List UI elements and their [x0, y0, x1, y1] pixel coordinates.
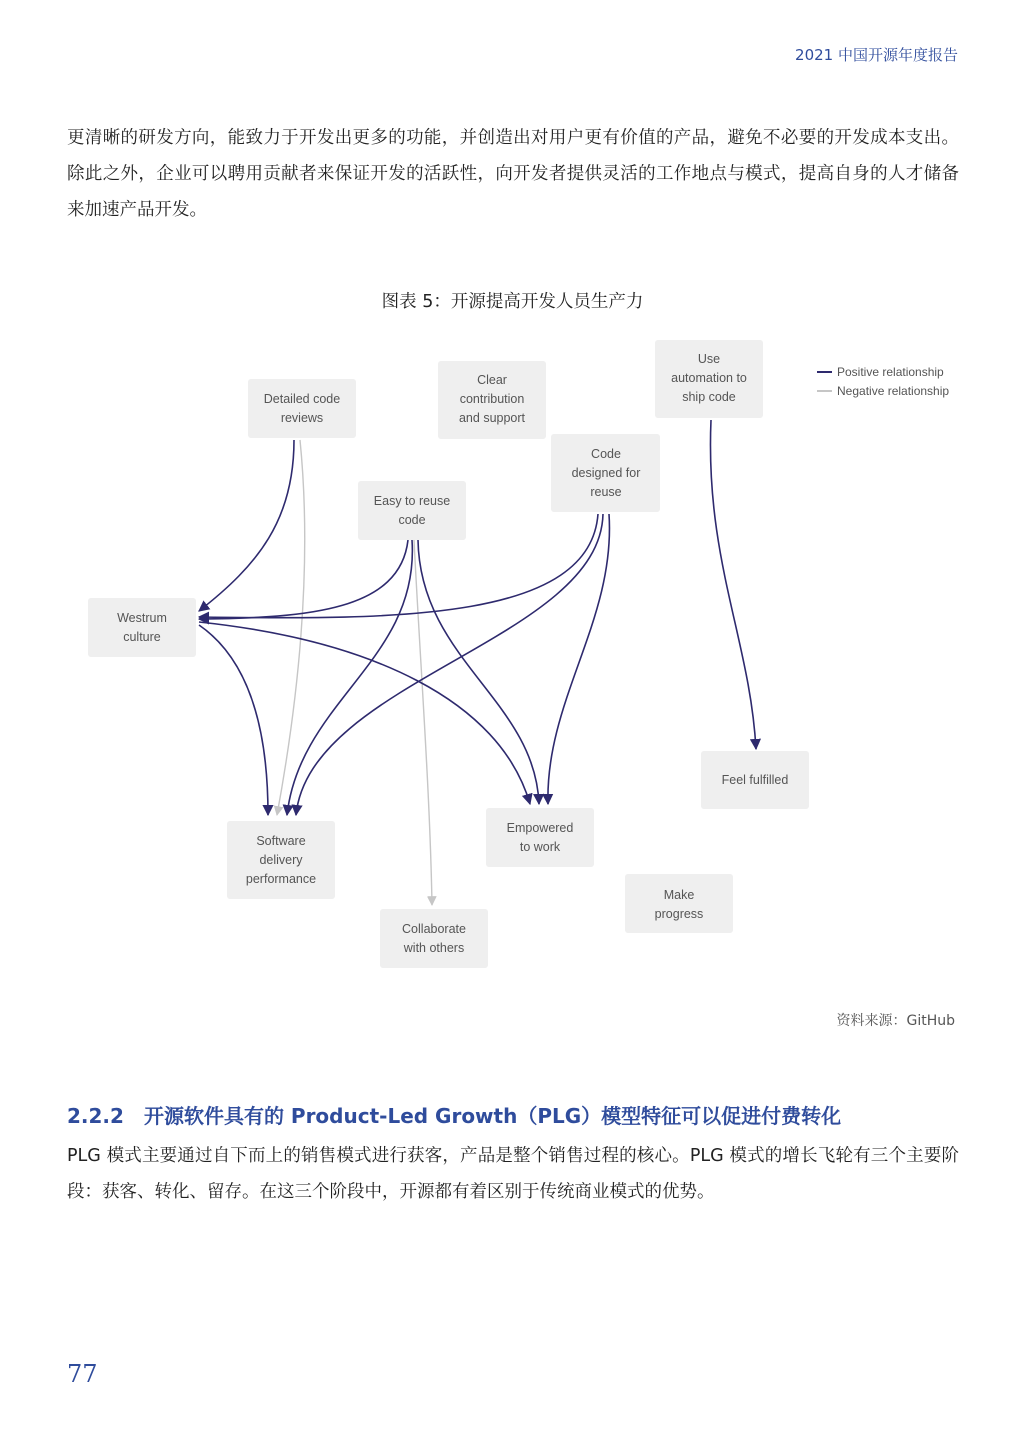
legend-positive-label: Positive relationship	[837, 365, 944, 379]
legend-negative-label: Negative relationship	[837, 384, 950, 398]
edge-codedesign-to-empowered	[548, 514, 610, 804]
node-software-delivery-performance	[227, 821, 335, 899]
node-easy-to-reuse-code	[358, 481, 466, 540]
page-number: 77	[67, 1360, 98, 1388]
svg-text:designed for: designed for	[571, 466, 641, 480]
productivity-diagram	[0, 330, 1025, 980]
svg-text:Make: Make	[663, 888, 695, 902]
section-heading	[67, 1100, 841, 1129]
edge-automation-to-fulfilled	[710, 420, 756, 749]
figure-caption: 图表 5：开源提高开发人员生产力	[381, 292, 644, 312]
node-westrum-culture	[88, 598, 196, 657]
svg-text:automation to: automation to	[671, 371, 747, 385]
edge-reuse-to-delivery	[287, 540, 412, 815]
intro-paragraph: 更清晰的研发方向，能致力于开发出更多的功能，并创造出对用户更有价值的产品，避免不必要的开发成本支出。除此之外，企业可以聘用贡献者来保证开发的活跃性，向开发者提供灵活的工作地点与模式，提高自身的人才储备来加速产品开发。	[67, 128, 959, 220]
svg-text:to work: to work	[519, 840, 561, 854]
svg-text:reuse: reuse	[590, 485, 622, 499]
node-collaborate-with-others	[380, 909, 488, 968]
section-number: 2.2.2	[67, 1104, 124, 1128]
node-clear-contribution	[438, 361, 546, 439]
svg-text:reviews: reviews	[280, 411, 324, 425]
edge-codedesign-to-delivery	[296, 514, 603, 815]
svg-text:Detailed code: Detailed code	[263, 392, 341, 406]
node-use-automation	[655, 340, 763, 418]
figure-source: 资料来源：GitHub	[836, 1013, 955, 1029]
section-paragraph: PLG 模式主要通过自下而上的销售模式进行获客，产品是整个销售过程的核心。PLG 模式的增长飞轮有三个主要阶段：获客、转化、留存。在这三个阶段中，开源都有着区别于传统商业模式的优势。	[67, 1146, 959, 1202]
edge-westrum-to-delivery	[199, 625, 268, 815]
svg-text:culture: culture	[123, 630, 161, 644]
svg-text:Collaborate: Collaborate	[402, 922, 466, 936]
svg-text:Easy to reuse: Easy to reuse	[373, 494, 451, 508]
node-feel-fulfilled	[701, 751, 809, 809]
svg-text:contribution: contribution	[459, 392, 525, 406]
edge-reuse-to-collaborate	[414, 540, 432, 905]
diagram-legend	[817, 365, 949, 398]
svg-text:and support: and support	[458, 411, 526, 425]
svg-text:Empowered: Empowered	[506, 821, 574, 835]
svg-text:Use: Use	[697, 352, 721, 366]
node-detailed-code-reviews	[248, 379, 356, 438]
edge-westrum-to-empowered	[199, 622, 530, 804]
svg-text:performance: performance	[245, 872, 317, 886]
svg-text:Clear: Clear	[477, 373, 507, 387]
svg-text:delivery: delivery	[259, 853, 303, 867]
edge-reviews-to-delivery	[277, 440, 305, 815]
section-title: 开源软件具有的 Product-Led Growth（PLG）模型特征可以促进付费转化	[143, 1104, 842, 1128]
svg-text:progress: progress	[654, 907, 704, 921]
node-empowered-to-work	[486, 808, 594, 867]
svg-text:with others: with others	[403, 941, 465, 955]
svg-text:ship code: ship code	[682, 390, 736, 404]
node-code-designed-for-reuse	[551, 434, 660, 512]
edge-reviews-to-westrum	[199, 440, 294, 611]
svg-text:code: code	[398, 513, 426, 527]
report-header-title: 2021 中国开源年度报告	[795, 46, 958, 64]
svg-text:Software: Software	[256, 834, 306, 848]
svg-text:Code: Code	[591, 447, 621, 461]
node-make-progress	[625, 874, 733, 933]
svg-text:Feel fulfilled: Feel fulfilled	[721, 773, 789, 787]
svg-text:Westrum: Westrum	[117, 611, 167, 625]
